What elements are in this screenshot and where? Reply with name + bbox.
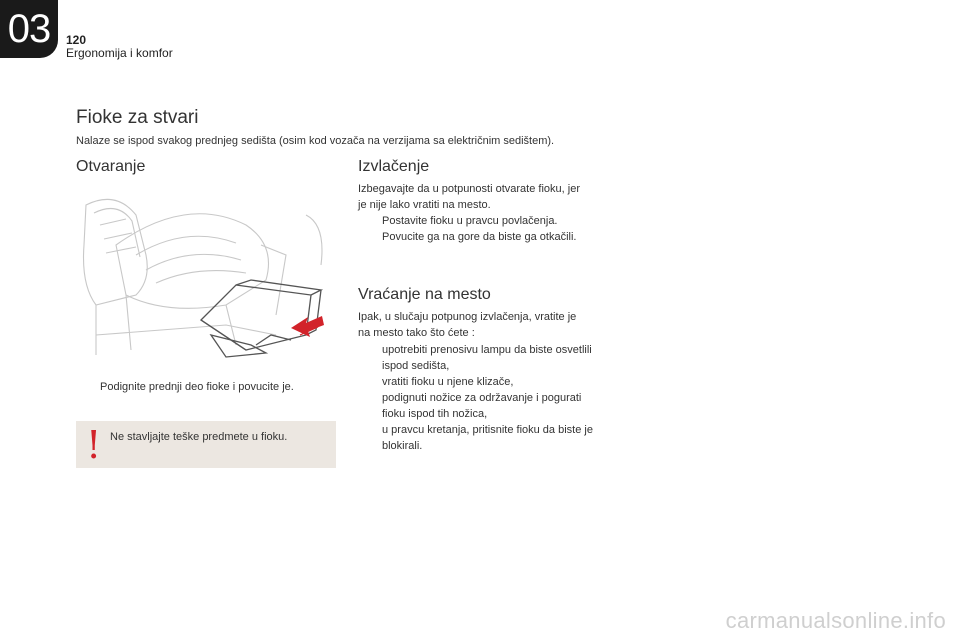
section-title: Fioke za stvari bbox=[76, 107, 199, 128]
removal-para-line2: je nije lako vratiti na mesto. bbox=[358, 199, 491, 211]
chapter-tab bbox=[0, 0, 58, 58]
removal-bullet-text: Povucite ga na gore da biste ga otkačili. bbox=[382, 231, 577, 243]
refitting-bullet-line1: vratiti fioku u njene klizače, bbox=[382, 376, 514, 388]
refitting-bullet-line1: upotrebiti prenosivu lampu da biste osvetlili bbox=[382, 344, 592, 356]
warning-text: Ne stavljajte teške predmete u fioku. bbox=[110, 431, 288, 443]
seat-drawer-illustration bbox=[76, 185, 336, 361]
removal-title: Izvlačenje bbox=[358, 158, 430, 175]
refitting-para-line1: Ipak, u slučaju potpunog izvlačenja, vratite je bbox=[358, 311, 577, 323]
refitting-para-line2: na mesto tako što ćete : bbox=[358, 327, 475, 339]
warning-box bbox=[76, 421, 336, 468]
removal-para-line1: Izbegavajte da u potpunosti otvarate fioku, jer bbox=[358, 183, 580, 195]
refitting-bullet-line1: podignuti nožice za održavanje i pogurati bbox=[382, 392, 582, 404]
chapter-number: 03 bbox=[7, 6, 51, 51]
refitting-bullet-line2: blokirali. bbox=[382, 440, 423, 452]
refitting-bullet-line2: ispod sedišta, bbox=[382, 360, 450, 372]
removal-bullet bbox=[358, 213, 558, 229]
removal-bullet bbox=[358, 229, 576, 245]
warning-exclamation-icon: ! bbox=[86, 423, 102, 467]
refitting-bullet bbox=[358, 390, 581, 422]
opening-title: Otvaranje bbox=[76, 158, 146, 175]
refitting-bullet bbox=[358, 422, 593, 454]
refitting-bullet-line1: u pravcu kretanja, pritisnite fioku da biste je bbox=[382, 424, 593, 436]
refitting-bullet bbox=[358, 342, 592, 374]
opening-bullet bbox=[76, 379, 360, 395]
opening-bullet-text: Podignite prednji deo fioke i povucite je. bbox=[100, 381, 294, 393]
refitting-bullet bbox=[358, 374, 513, 390]
chapter-title: Ergonomija i komfor bbox=[66, 46, 173, 60]
watermark: carmanualsonline.info bbox=[725, 608, 946, 633]
section-intro: Nalaze se ispod svakog prednjeg sedišta (osim kod vozača na verzijama sa električnim sedištem). bbox=[76, 135, 555, 147]
refitting-bullet-line2: fioku ispod tih nožica, bbox=[382, 408, 488, 420]
removal-bullet-text: Postavite fioku u pravcu povlačenja. bbox=[382, 215, 558, 227]
refitting-title: Vraćanje na mesto bbox=[358, 286, 491, 303]
page-number: 120 bbox=[66, 33, 87, 47]
